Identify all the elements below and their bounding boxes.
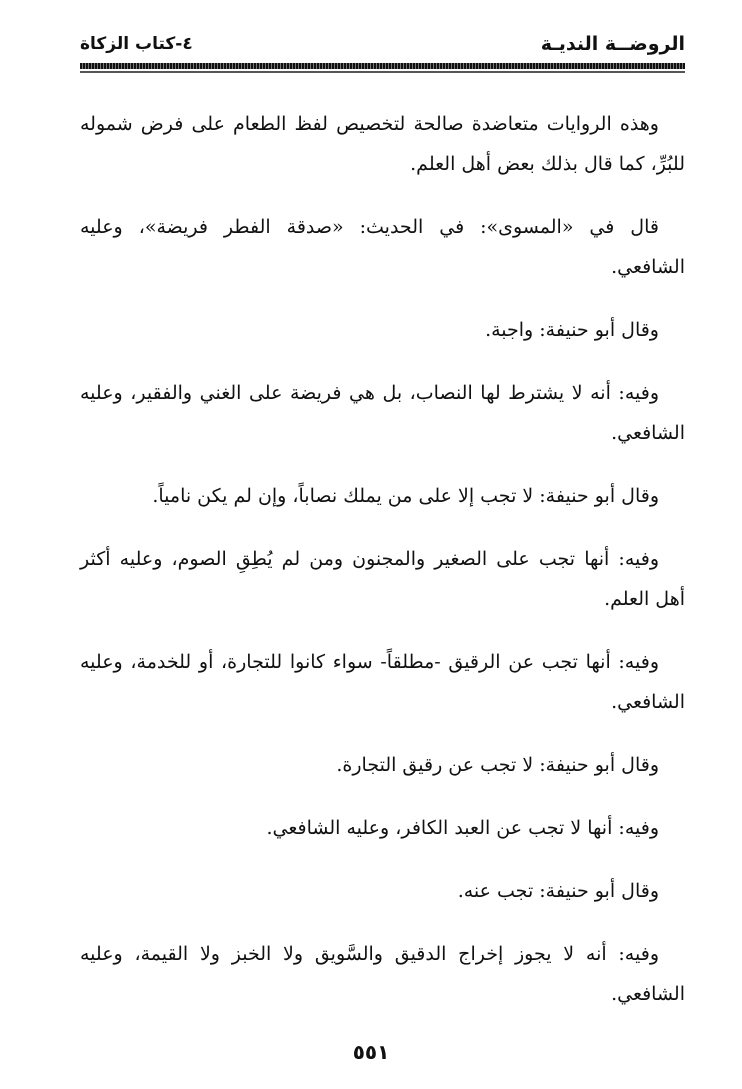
page-header <box>80 28 685 62</box>
paragraph-3: وقال أبو حنيفة: واجبة. <box>485 319 659 341</box>
paragraph-7: وفيه: أنها تجب عن الرقيق -مطلقاً- سواء كانوا للتجارة، أو للخدمة، وعليه الشافعي. <box>80 651 685 713</box>
running-head-chapter: ٤-كتاب الزكاة <box>80 34 193 54</box>
page-number: ٥٥١ <box>352 1040 390 1064</box>
paragraph-8: وقال أبو حنيفة: لا تجب عن رقيق التجارة. <box>336 754 659 776</box>
paragraph-2: قال في «المسوى»: في الحديث: «صدقة الفطر فريضة»، وعليه الشافعي. <box>80 216 685 278</box>
paragraph-9: وفيه: أنها لا تجب عن العبد الكافر، وعليه الشافعي. <box>266 817 659 839</box>
paragraph-1: وهذه الروايات متعاضدة صالحة لتخصيص لفظ الطعام على فرض شموله للبُرِّ، كما قال بذلك بعض أهل العلم. <box>80 113 685 175</box>
paragraph-4: وفيه: أنه لا يشترط لها النصاب، بل هي فريضة على الغني والفقير، وعليه الشافعي. <box>80 382 685 444</box>
header-rule <box>80 63 685 69</box>
paragraph-5: وقال أبو حنيفة: لا تجب إلا على من يملك نصاباً، وإن لم يكن نامياً. <box>152 485 659 507</box>
paragraph-6: وفيه: أنها تجب على الصغير والمجنون ومن لم يُطِقِ الصوم، وعليه أكثر أهل العلم. <box>80 548 685 610</box>
body-text <box>80 104 685 1037</box>
header-rule-thin <box>80 71 685 73</box>
paragraph-10: وقال أبو حنيفة: تجب عنه. <box>457 880 659 902</box>
paragraph-11: وفيه: أنه لا يجوز إخراج الدقيق والسَّويق ولا الخبز ولا القيمة، وعليه الشافعي. <box>80 943 685 1005</box>
running-head-book-title: الروضــة النديـة <box>540 33 685 55</box>
